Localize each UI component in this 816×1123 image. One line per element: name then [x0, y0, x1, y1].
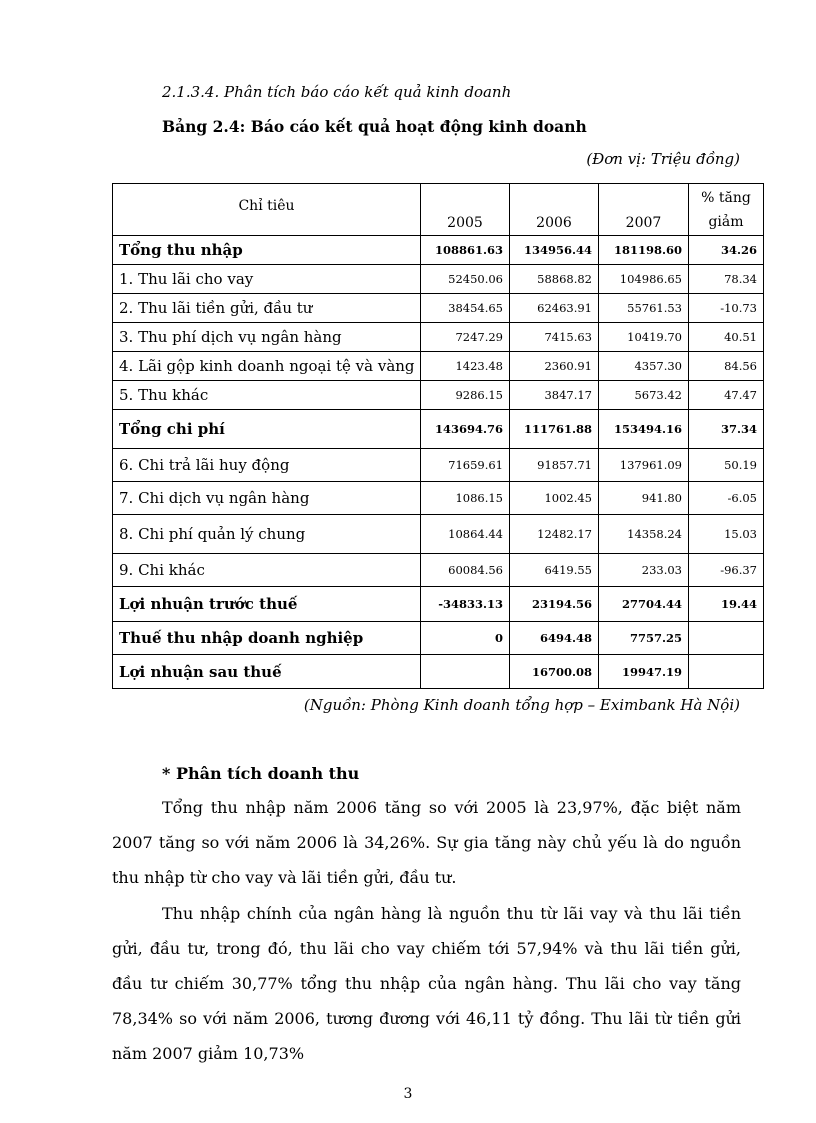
cell-2007: 10419.70: [599, 323, 689, 352]
cell-2005: 7247.29: [421, 323, 510, 352]
table-title: Bảng 2.4: Báo cáo kết quả hoạt động kinh doanh: [162, 117, 587, 136]
page-number: 3: [403, 1086, 413, 1102]
cell-2006: 58868.82: [510, 265, 599, 294]
row-label: Lợi nhuận trước thuế: [113, 587, 421, 622]
table-row-total-expense: [113, 410, 764, 449]
cell-2006: 7415.63: [510, 323, 599, 352]
header-2006: 2006: [510, 184, 599, 236]
cell-2006: 16700.08: [510, 655, 599, 689]
cell-2006: 12482.17: [510, 515, 599, 554]
cell-pct: 47.47: [689, 381, 764, 410]
cell-pct: 78.34: [689, 265, 764, 294]
cell-2005: 143694.76: [421, 410, 510, 449]
cell-pct: 34.26: [689, 236, 764, 265]
cell-2007: 5673.42: [599, 381, 689, 410]
cell-2005: 1423.48: [421, 352, 510, 381]
header-percent-change: [689, 184, 764, 236]
cell-pct: 15.03: [689, 515, 764, 554]
header-2007: 2007: [599, 184, 689, 236]
table-row: [113, 323, 764, 352]
header-percent-line2: giảm: [708, 213, 744, 230]
paragraph: Thu nhập chính của ngân hàng là nguồn thu từ lãi vay và thu lãi tiền gửi, đầu tư, trong đó, thu lãi cho vay chiếm tới 57,94% và thu lãi tiền gửi, đầu tư chiếm 30,77% tổng thu nhập của ngân hàng. Thu lãi cho vay tăng 78,34% so với năm 2006, tương đương với 46,11 tỷ đồng. Thu lãi từ tiền gửi năm 2007 giảm 10,73%: [112, 904, 741, 1063]
row-label: 9. Chi khác: [113, 554, 421, 587]
row-label: Lợi nhuận sau thuế: [113, 655, 421, 689]
table-row-profit-before-tax: [113, 587, 764, 622]
row-label: 4. Lãi gộp kinh doanh ngoại tệ và vàng: [113, 352, 421, 381]
cell-pct: 19.44: [689, 587, 764, 622]
row-label: 6. Chi trả lãi huy động: [113, 449, 421, 482]
cell-2006: 2360.91: [510, 352, 599, 381]
cell-2005: 52450.06: [421, 265, 510, 294]
cell-2007: 4357.30: [599, 352, 689, 381]
cell-2005: 71659.61: [421, 449, 510, 482]
row-label: 8. Chi phí quản lý chung: [113, 515, 421, 554]
cell-2006: 1002.45: [510, 482, 599, 515]
cell-pct: [689, 655, 764, 689]
unit-note: (Đơn vị: Triệu đồng): [586, 150, 740, 168]
row-label: 1. Thu lãi cho vay: [113, 265, 421, 294]
cell-2005: -34833.13: [421, 587, 510, 622]
row-label: 2. Thu lãi tiền gửi, đầu tư: [113, 294, 421, 323]
cell-2006: 6494.48: [510, 622, 599, 655]
table-row: [113, 294, 764, 323]
header-2005: 2005: [421, 184, 510, 236]
row-label: Tổng thu nhập: [113, 236, 421, 265]
cell-2007: 14358.24: [599, 515, 689, 554]
table-row: [113, 482, 764, 515]
cell-pct: [689, 622, 764, 655]
cell-2005: 1086.15: [421, 482, 510, 515]
cell-2006: 6419.55: [510, 554, 599, 587]
header-percent-line1: % tăng: [701, 189, 751, 206]
table-row-profit-after-tax: [113, 655, 764, 689]
cell-2005: 108861.63: [421, 236, 510, 265]
cell-2007: 181198.60: [599, 236, 689, 265]
row-label: 7. Chi dịch vụ ngân hàng: [113, 482, 421, 515]
cell-2007: 55761.53: [599, 294, 689, 323]
table-row: [113, 449, 764, 482]
cell-2007: 19947.19: [599, 655, 689, 689]
table-row-total-income: [113, 236, 764, 265]
table-row-corporate-tax: [113, 622, 764, 655]
cell-pct: 84.56: [689, 352, 764, 381]
header-indicator: Chỉ tiêu: [113, 184, 421, 236]
cell-pct: 40.51: [689, 323, 764, 352]
cell-2007: 153494.16: [599, 410, 689, 449]
income-statement-table: [112, 183, 764, 689]
cell-2006: 134956.44: [510, 236, 599, 265]
cell-2005: 0: [421, 622, 510, 655]
cell-pct: -10.73: [689, 294, 764, 323]
cell-pct: 37.34: [689, 410, 764, 449]
cell-2006: 23194.56: [510, 587, 599, 622]
cell-2005: [421, 655, 510, 689]
cell-2006: 91857.71: [510, 449, 599, 482]
source-note: (Nguồn: Phòng Kinh doanh tổng hợp – Eximbank Hà Nội): [303, 696, 740, 714]
cell-2005: 38454.65: [421, 294, 510, 323]
cell-pct: -6.05: [689, 482, 764, 515]
cell-2005: 9286.15: [421, 381, 510, 410]
table-row: [113, 515, 764, 554]
revenue-analysis-heading: * Phân tích doanh thu: [162, 764, 360, 783]
cell-2007: 941.80: [599, 482, 689, 515]
cell-2007: 104986.65: [599, 265, 689, 294]
table-row: [113, 554, 764, 587]
cell-pct: -96.37: [689, 554, 764, 587]
cell-pct: 50.19: [689, 449, 764, 482]
table-row: [113, 352, 764, 381]
table-row: [113, 265, 764, 294]
row-label: Tổng chi phí: [113, 410, 421, 449]
row-label: 3. Thu phí dịch vụ ngân hàng: [113, 323, 421, 352]
section-heading: 2.1.3.4. Phân tích báo cáo kết quả kinh doanh: [162, 83, 512, 101]
cell-2006: 3847.17: [510, 381, 599, 410]
row-label: 5. Thu khác: [113, 381, 421, 410]
cell-2007: 233.03: [599, 554, 689, 587]
table-header-row: [113, 184, 764, 236]
cell-2005: 60084.56: [421, 554, 510, 587]
cell-2006: 111761.88: [510, 410, 599, 449]
row-label: Thuế thu nhập doanh nghiệp: [113, 622, 421, 655]
paragraph: Tổng thu nhập năm 2006 tăng so với 2005 là 23,97%, đặc biệt năm 2007 tăng so với năm 2006 là 34,26%. Sự gia tăng này chủ yếu là do nguồn thu nhập từ cho vay và lãi tiền gửi, đầu tư.: [112, 798, 741, 887]
cell-2007: 137961.09: [599, 449, 689, 482]
cell-2005: 10864.44: [421, 515, 510, 554]
cell-2007: 7757.25: [599, 622, 689, 655]
cell-2007: 27704.44: [599, 587, 689, 622]
table-row: [113, 381, 764, 410]
cell-2006: 62463.91: [510, 294, 599, 323]
